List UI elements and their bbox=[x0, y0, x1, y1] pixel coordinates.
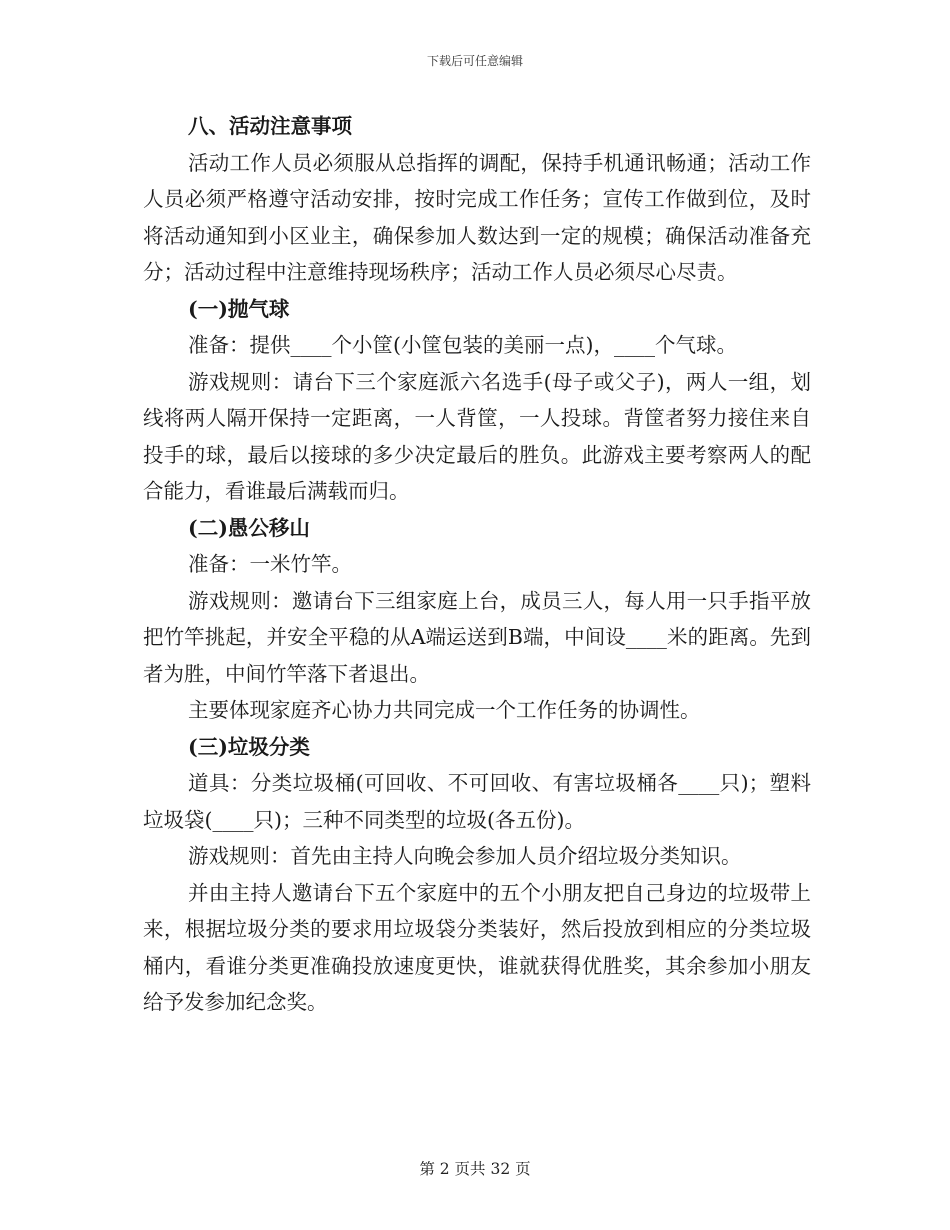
game2-prep: 准备：一米竹竿。 bbox=[188, 552, 352, 576]
page-footer: 第 2 页共 32 页 bbox=[419, 1160, 531, 1178]
page-header: 下载后可任意编辑 bbox=[426, 54, 523, 68]
game2-rules: 游戏规则：邀请台下三组家庭上台，成员三人，每人用一只手指平放把竹竿挑起，并安全平稳的从A端运送到B端，中间设____米的距离。先到者为胜，中间竹竿落下者退出。 bbox=[143, 588, 811, 686]
game3-rules: 游戏规则：首先由主持人向晚会参加人员介绍垃圾分类知识。 bbox=[188, 844, 742, 868]
game1-prep: 准备：提供____个小筐(小筐包装的美丽一点)，____个气球。 bbox=[188, 333, 737, 357]
game1-title: (一)抛气球 bbox=[188, 296, 290, 321]
section-title: 八、活动注意事项 bbox=[188, 114, 352, 138]
game1-rules: 游戏规则：请台下三个家庭派六名选手(母子或父子)，两人一组，划线将两人隔开保持一定距离，一人背筐，一人投球。背筐者努力接住来自投手的球，最后以接球的多少决定最后的胜负。此游戏主要考察两人的配合能力，看谁最后满载而归。 bbox=[143, 369, 811, 503]
game2-note: 主要体现家庭齐心协力共同完成一个工作任务的协调性。 bbox=[188, 698, 701, 722]
game3-rules-continued: 并由主持人邀请台下五个家庭中的五个小朋友把自己身边的垃圾带上来，根据垃圾分类的要求用垃圾袋分类装好，然后投放到相应的分类垃圾桶内，看谁分类更准确投放速度更快，谁就获得优胜奖，其余参加小朋友给予发参加纪念奖。 bbox=[143, 880, 811, 1014]
game3-title: (三)垃圾分类 bbox=[188, 734, 310, 759]
document-body bbox=[143, 108, 811, 1021]
section-intro: 活动工作人员必须服从总指挥的调配，保持手机通讯畅通；活动工作人员必须严格遵守活动安排，按时完成工作任务；宣传工作做到位，及时将活动通知到小区业主，确保参加人数达到一定的规模；确保活动准备充分；活动过程中注意维持现场秩序；活动工作人员必须尽心尽责。 bbox=[143, 150, 811, 284]
game3-props: 道具：分类垃圾桶(可回收、不可回收、有害垃圾桶各____只)；塑料垃圾袋(____只)；三种不同类型的垃圾(各五份)。 bbox=[143, 771, 811, 832]
game2-title: (二)愚公移山 bbox=[188, 515, 310, 540]
